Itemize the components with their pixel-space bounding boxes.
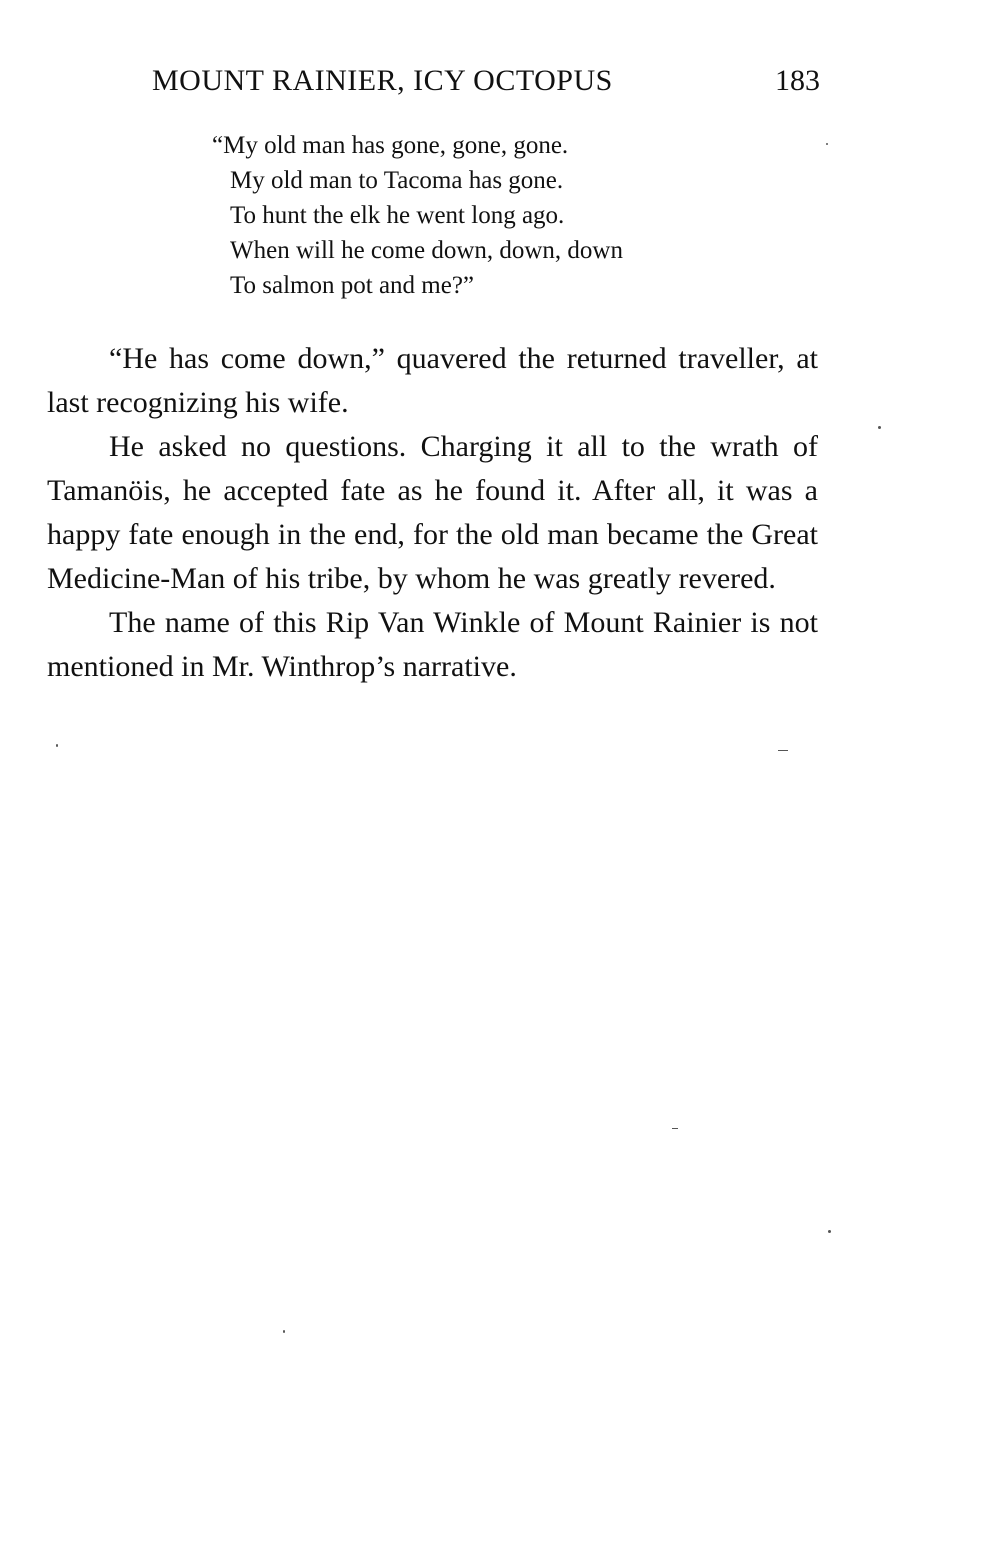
scan-speck — [283, 1330, 285, 1333]
verse-line: To hunt the elk he went long ago. — [230, 202, 565, 229]
scan-speck — [672, 1128, 678, 1129]
scan-speck — [878, 426, 881, 429]
running-title: MOUNT RAINIER, ICY OCTOPUS — [152, 64, 613, 97]
scan-speck — [828, 1230, 831, 1233]
verse-line: “My old man has gone, gone, gone. — [212, 132, 569, 159]
scan-speck — [778, 750, 788, 751]
scan-speck — [826, 143, 828, 145]
verse-line: My old man to Tacoma has gone. — [230, 167, 564, 194]
scan-speck — [56, 744, 58, 747]
verse-block — [212, 128, 772, 303]
paragraph: The name of this Rip Van Winkle of Mount Rainier is not mentioned in Mr. Winthrop’s narrative. — [47, 606, 818, 683]
verse-line: When will he come down, down, down — [230, 237, 623, 264]
body-text — [47, 337, 818, 689]
verse-line: To salmon pot and me?” — [230, 272, 475, 299]
page-number: 183 — [775, 64, 820, 97]
paragraph: “He has come down,” quavered the returned traveller, at last recognizing his wife. — [47, 342, 818, 419]
running-head — [152, 64, 820, 108]
paragraph: He asked no questions. Charging it all to the wrath of Tamanöis, he accepted fate as he found it. After all, it was a happy fate enough in the end, for the old man became the Great Medicine-Man of his tribe, by whom he was greatly revered. — [47, 430, 818, 595]
